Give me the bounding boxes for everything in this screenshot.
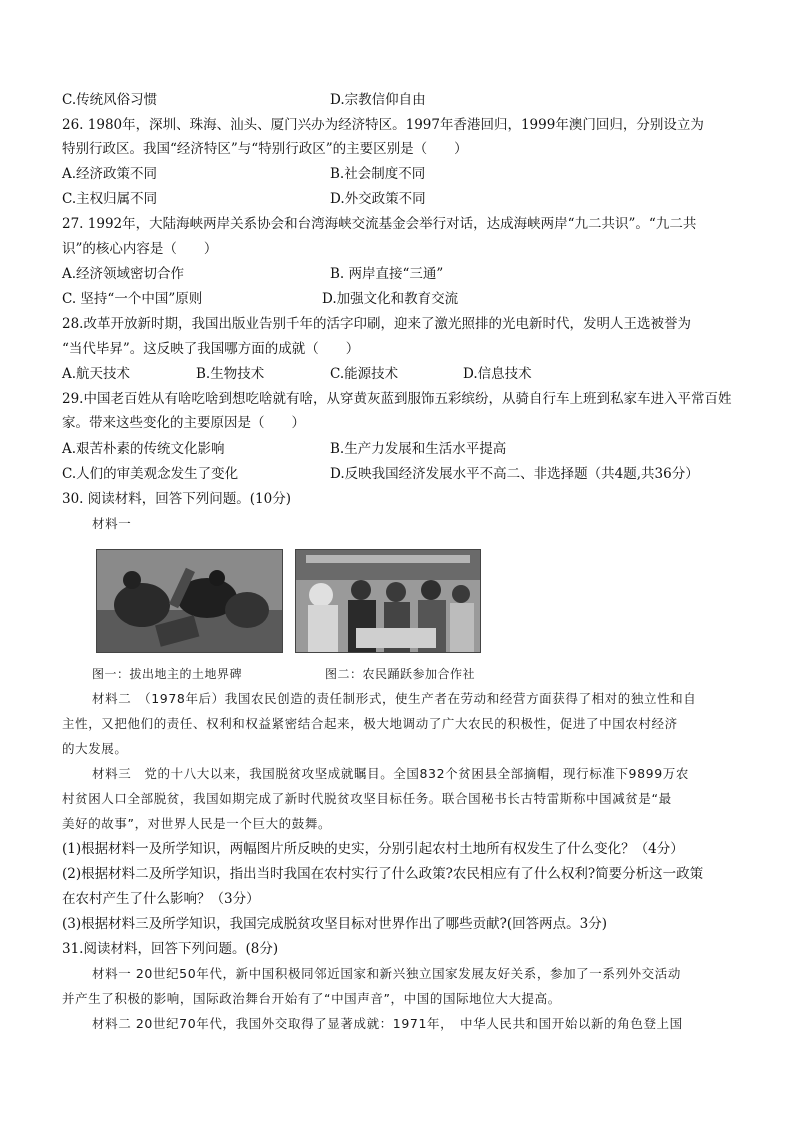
q31-material1-line2: 并产生了积极的影响，国际政治舞台开始有了“中国声音”，中国的国际地位大大提高。 [62,991,561,1006]
q30-photo-1 [96,549,283,653]
q26-stem-line1: 26. 1980年，深圳、珠海、汕头、厦门兴办为经济特区。1997年香港回归，1999年澳门回归，分别设立为 [62,117,704,133]
q30-subquestion-2-line2: 在农村产生了什么影响？（3分） [62,891,260,907]
q27-stem-line1: 27. 1992年，大陆海峡两岸关系协会和台湾海峡交流基金会举行对话，达成海峡两岸“九二共识”。“九二共 [62,216,697,232]
q27-stem-line2: 识”的核心内容是（ ） [62,241,218,257]
q28-option-c: C.能源技术 [330,366,399,382]
q30-title: 30. 阅读材料，回答下列问题。(10分) [62,491,291,507]
photo-2-illustration [296,550,480,652]
q30-photo-2-caption: 图二：农民踊跃参加合作社 [325,667,476,681]
q29-stem-line2: 家。带来这些变化的主要原因是（ ） [62,415,305,431]
q30-material2-line2: 主性，又把他们的责任、权利和权益紧密结合起来，极大地调动了广大农民的积极性，促进了中国农村经济 [62,716,678,731]
q29-option-b: B.生产力发展和生活水平提高 [330,441,507,457]
q26-option-a: A.经济政策不同 [62,166,158,182]
q30-subquestion-2-line1: (2)根据材料二及所学知识，指出当时我国在农村实行了什么政策?农民相应有了什么权利?简要分析这一政策 [62,866,704,882]
q27-option-b: B. 两岸直接“三通” [330,266,444,282]
q31-material1-line1: 材料一 20世纪50年代，新中国积极同邻近国家和新兴独立国家发展友好关系，参加了一系列外交活动 [92,966,681,981]
q30-photo-2 [295,549,481,653]
q27-option-c: C. 坚持“一个中国”原则 [62,291,203,307]
q30-photo-1-caption: 图一：拔出地主的土地界碑 [92,667,243,681]
q29-option-c: C.人们的审美观念发生了变化 [62,466,239,482]
q29-option-a: A.艰苦朴素的传统文化影响 [62,441,225,457]
q31-title: 31.阅读材料，回答下列问题。(8分) [62,941,279,957]
q28-stem-line2: “当代毕昇”。这反映了我国哪方面的成就（ ） [62,341,360,357]
q28-option-b: B.生物技术 [196,366,265,382]
q30-material2-line1: 材料二 （1978年后）我国农民创造的责任制形式，使生产者在劳动和经营方面获得了相对的独立性和自 [92,691,697,706]
q31-material2-line1: 材料二 20世纪70年代，我国外交取得了显著成就：1971年， 中华人民共和国开始以新的角色登上国 [92,1016,683,1031]
q29-stem-line1: 29.中国老百姓从有啥吃啥到想吃啥就有啥，从穿黄灰蓝到服饰五彩缤纷，从骑自行车上班到私家车进入平常百姓 [62,391,732,407]
q30-material3-line3: 美好的故事”，对世界人民是一个巨大的鼓舞。 [62,816,332,831]
q26-option-d: D.外交政策不同 [330,191,426,207]
q28-option-a: A.航天技术 [62,366,131,382]
q25-option-c: C.传统风俗习惯 [62,92,158,108]
q27-option-a: A.经济领域密切合作 [62,266,185,282]
q30-subquestion-3: (3)根据材料三及所学知识，我国完成脱贫攻坚目标对世界作出了哪些贡献?(回答两点。3分) [62,916,607,932]
photo-1-illustration [97,550,282,652]
q27-option-d: D.加强文化和教育交流 [322,291,459,307]
q28-option-d: D.信息技术 [463,366,532,382]
q26-stem-line2: 特别行政区。我国“经济特区”与“特别行政区”的主要区别是（ ） [62,141,468,157]
q30-material3-line1: 材料三 党的十八大以来，我国脱贫攻坚成就瞩目。全国832个贫困县全部摘帽，现行标准下9899万农 [92,766,689,781]
q30-material2-line3: 的大发展。 [62,741,128,756]
q30-material3-line2: 村贫困人口全部脱贫，我国如期完成了新时代脱贫攻坚目标任务。联合国秘书长古特雷斯称中国减贫是“最 [62,791,672,806]
q30-material1-label: 材料一 [92,516,132,531]
q26-option-b: B.社会制度不同 [330,166,426,182]
q28-stem-line1: 28.改革开放新时期，我国出版业告别千年的活字印刷，迎来了激光照排的光电新时代，发明人王选被誉为 [62,316,691,332]
q29-option-d: D.反映我国经济发展水平不高二、非选择题（共4题,共36分） [330,466,699,482]
q25-option-d: D.宗教信仰自由 [330,92,426,108]
q30-subquestion-1: (1)根据材料一及所学知识，两幅图片所反映的史实，分别引起农村土地所有权发生了什么变化？（4分） [62,841,684,857]
q26-option-c: C.主权归属不同 [62,191,158,207]
